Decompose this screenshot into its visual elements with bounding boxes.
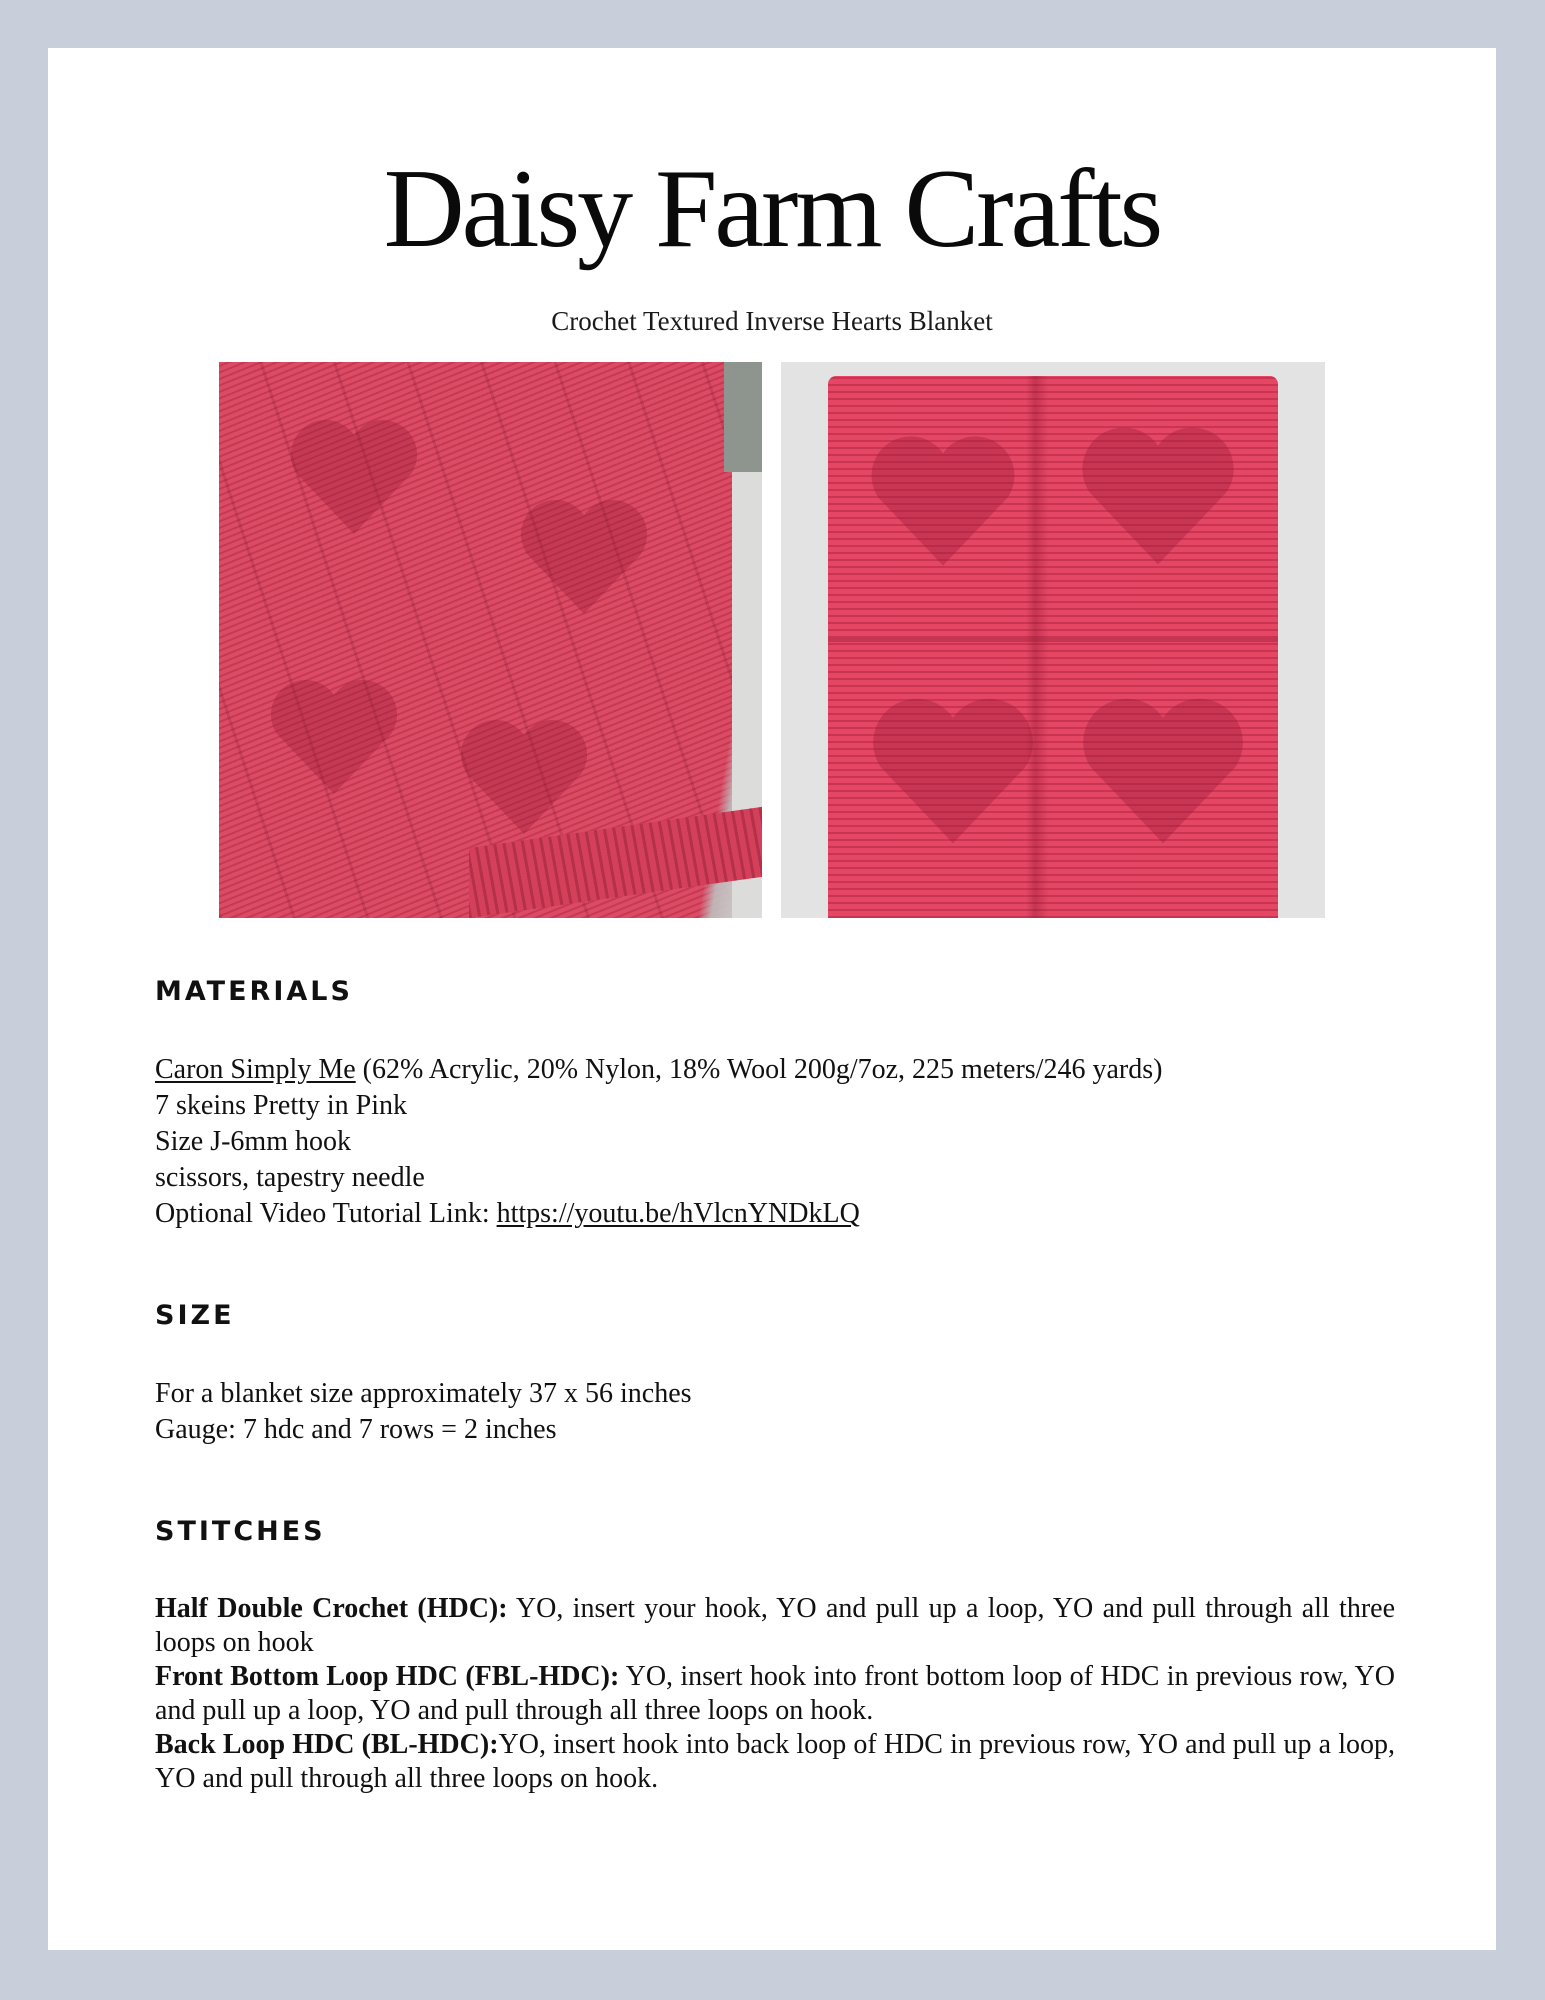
stitch-name: Half Double Crochet (HDC): [155, 1593, 508, 1624]
stitches-list [155, 1592, 1395, 1796]
heart-motif [259, 662, 409, 812]
heart-motif [509, 482, 659, 632]
blanket-photo-draped [219, 362, 762, 918]
heart-motif [449, 702, 599, 852]
size-details [155, 1376, 1395, 1448]
video-tutorial-link[interactable]: https://youtu.be/hVlcnYNDkLQ [496, 1198, 860, 1229]
blanket-dimensions: For a blanket size approximately 37 x 56 inches [155, 1378, 692, 1409]
materials-item: 7 skeins Pretty in Pink [155, 1090, 408, 1121]
stitch-description: YO, insert hook into back loop of HDC in previous row, YO and pull up a loop, YO and pull through all three loops on hook. [155, 1729, 1395, 1794]
yarn-line [155, 1052, 1395, 1088]
stitch-entry-bl-hdc [155, 1728, 1395, 1796]
photo-background-wall [724, 362, 762, 472]
stitch-entry-hdc [155, 1592, 1395, 1660]
size-heading: SIZE [155, 1300, 235, 1331]
heart-motif [858, 676, 1048, 866]
stitch-name: Front Bottom Loop HDC (FBL-HDC): [155, 1661, 620, 1692]
yarn-product-link[interactable]: Caron Simply Me [155, 1054, 356, 1085]
yarn-details: (62% Acrylic, 20% Nylon, 18% Wool 200g/7oz, 225 meters/246 yards) [355, 1054, 1163, 1085]
gauge-info: Gauge: 7 hdc and 7 rows = 2 inches [155, 1414, 557, 1445]
video-tutorial-line [155, 1196, 1395, 1232]
stitches-heading: STITCHES [155, 1516, 326, 1547]
heart-motif [1068, 676, 1258, 866]
materials-heading: MATERIALS [155, 976, 353, 1007]
heart-motif [1068, 406, 1248, 586]
stitch-description: YO, insert your hook, YO and pull up a loop, YO and pull through all three loops on hook [155, 1593, 1396, 1658]
heart-motif [279, 402, 429, 552]
stitch-description: YO, insert hook into front bottom loop of HDC in previous row, YO and pull up a loop, YO and pull through all three loops on hook. [155, 1661, 1395, 1726]
materials-item: Size J-6mm hook [155, 1126, 351, 1157]
blanket-photo-folded [781, 362, 1325, 918]
stitch-name: Back Loop HDC (BL-HDC): [155, 1729, 499, 1760]
stitch-entry-fbl-hdc [155, 1660, 1395, 1728]
document-page [48, 48, 1496, 1950]
materials-item: scissors, tapestry needle [155, 1162, 425, 1193]
blanket-fold-seam [828, 638, 1278, 642]
heart-motif [858, 416, 1028, 586]
video-tutorial-label: Optional Video Tutorial Link: [155, 1198, 497, 1229]
brand-title: Daisy Farm Crafts [383, 147, 1161, 271]
materials-list [155, 1052, 1395, 1232]
pattern-subtitle: Crochet Textured Inverse Hearts Blanket [551, 306, 993, 336]
folded-blanket [828, 376, 1278, 918]
